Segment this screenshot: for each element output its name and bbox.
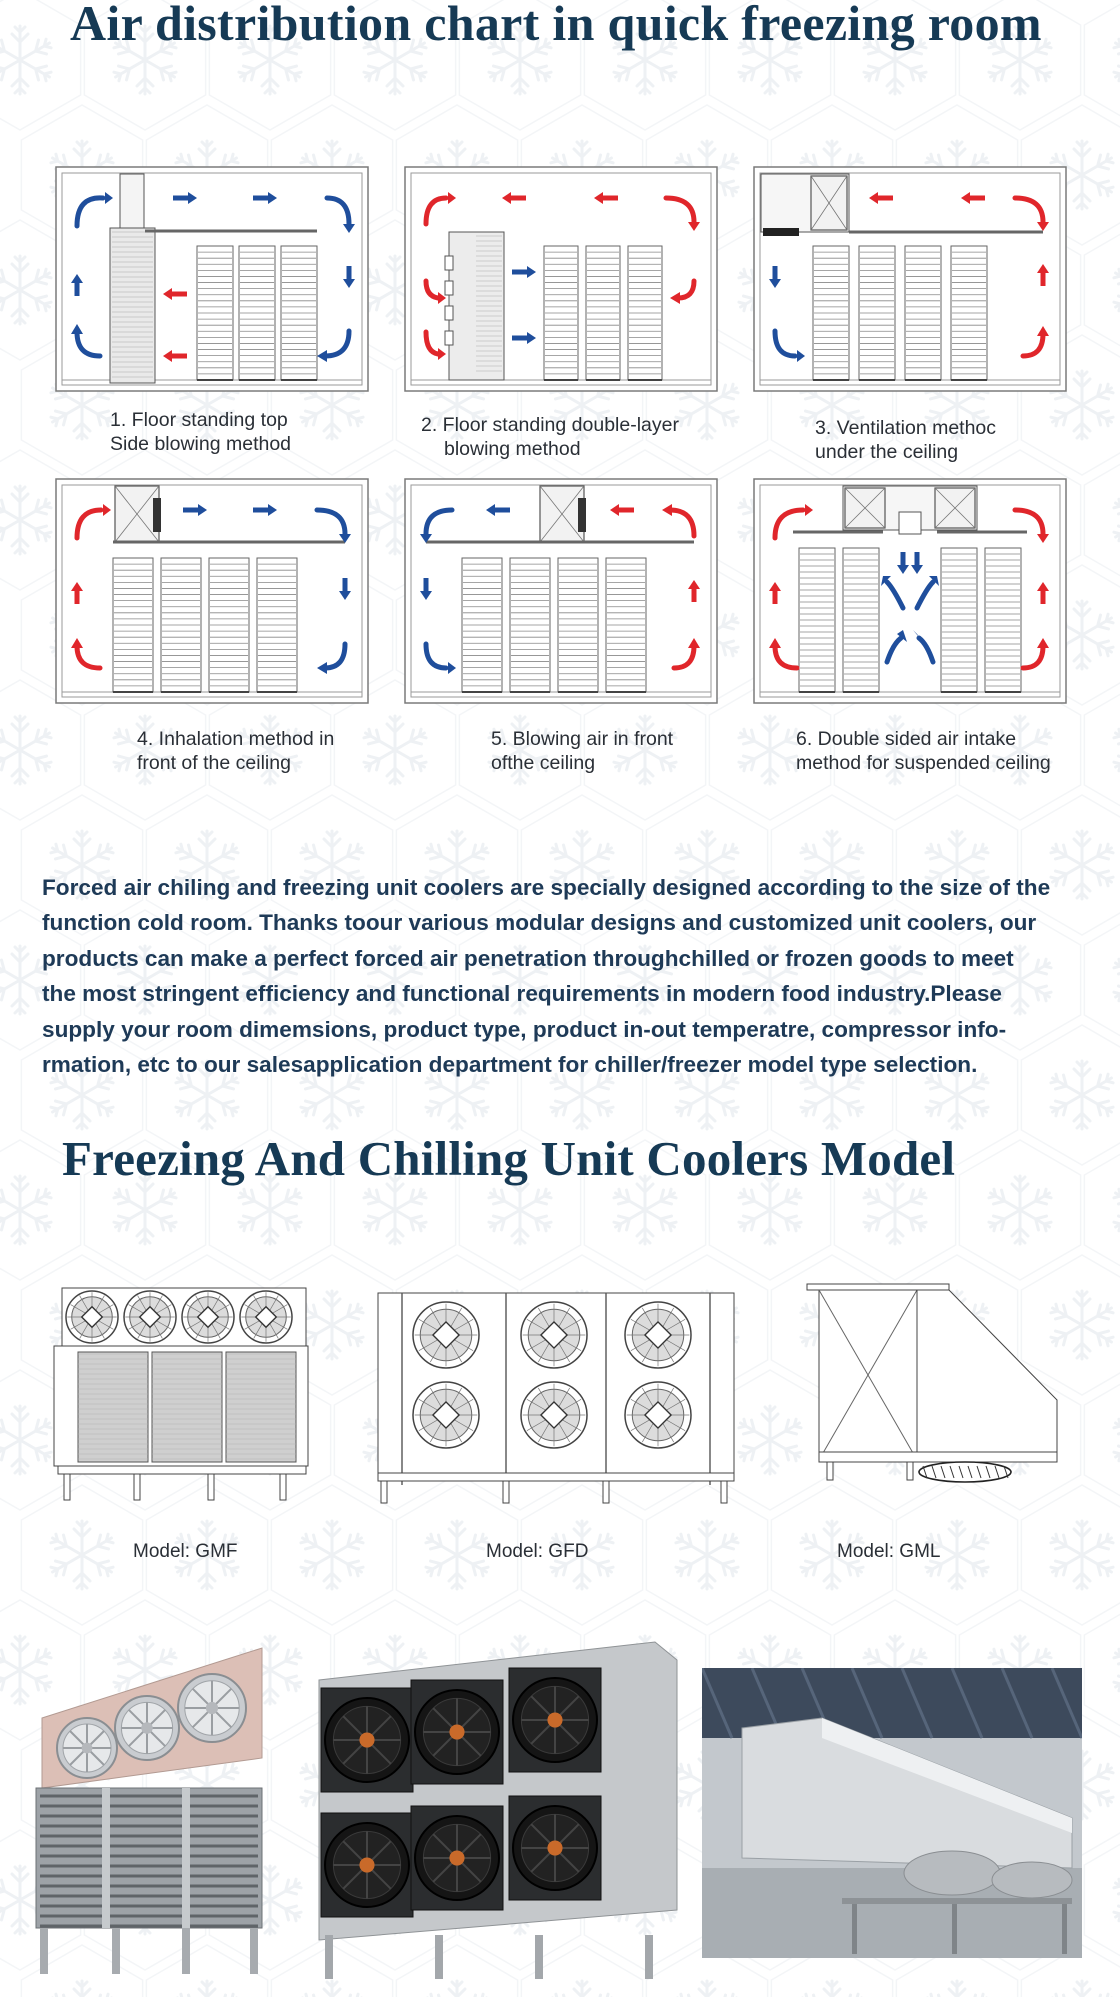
fan-icon (521, 1302, 587, 1368)
gml-leg (827, 1462, 833, 1480)
description-line: Forced air chiling and freezing unit coolers are specially designed according to the size of the (42, 875, 1051, 900)
fan-icon (325, 1698, 409, 1782)
gmf-mesh-panel (78, 1352, 148, 1462)
caption-line: 1. Floor standing top (110, 409, 288, 431)
caption-line: method for suspended ceiling (796, 752, 1051, 774)
fan-icon (325, 1823, 409, 1907)
gmf-unit-drawing (50, 1280, 312, 1505)
description-line: function cold room. Thanks toour various modular designs and customized unit coolers, our (42, 910, 1037, 936)
gml-photo-fan (992, 1862, 1072, 1898)
air-distribution-title: Air distribution chart in quick freezing room (70, 0, 1042, 51)
floor-standing-cooler (110, 228, 155, 383)
caption-line: Side blowing method (110, 433, 292, 455)
fan-icon (115, 1696, 179, 1760)
fan-motor (206, 1702, 218, 1714)
fan-motor (141, 1722, 153, 1734)
fan-motor (449, 1724, 464, 1739)
gmf-leg (134, 1474, 140, 1500)
gfd-photo-leg (435, 1935, 443, 1979)
method-caption-1 (110, 408, 291, 456)
description-line: supply your room dimemsions, product type, product in-out temperatre, compressor info- (42, 1016, 1007, 1042)
gml-slanted-shroud (917, 1290, 1057, 1452)
fan-icon (66, 1291, 118, 1343)
fan-motor (578, 498, 586, 532)
gfd-leg (381, 1481, 387, 1503)
description-line: products can make a perfect forced air penetration throughchilled or frozen goods to meet (42, 945, 1014, 971)
gmf-photo-post (182, 1788, 190, 1928)
method-caption-6 (796, 727, 1051, 775)
gmf-leg (208, 1474, 214, 1500)
gfd-unit-drawing (374, 1285, 740, 1505)
gfd-photo-leg (645, 1935, 653, 1979)
center-fan-motor (899, 512, 921, 534)
model-label-gml: Model: GML (837, 1541, 941, 1562)
floor-standing-double-layer-diagram (404, 166, 718, 392)
gfd-unit-photo (305, 1640, 680, 1980)
gfd-leg (503, 1481, 509, 1503)
fan-motor (359, 1857, 374, 1872)
gmf-photo-leg (250, 1928, 258, 1974)
cooler-fan-bracket (445, 256, 453, 270)
fan-icon (240, 1291, 292, 1343)
cooler-fan-bracket (445, 281, 453, 295)
gml-leg (907, 1462, 913, 1480)
description-line: the most stringent efficiency and functional requirements in modern food industry.Please (42, 981, 1002, 1007)
caption-line: 3. Ventilation methoc (815, 417, 997, 439)
gml-unit-drawing (805, 1280, 1065, 1505)
fan-icon (513, 1678, 597, 1762)
fan-motor (547, 1840, 562, 1855)
gfd-leg (603, 1481, 609, 1503)
fan-icon (625, 1302, 691, 1368)
gml-photo-table (842, 1898, 1072, 1904)
fan-motor (763, 228, 799, 236)
method-caption-2 (421, 413, 679, 461)
caption-line: 6. Double sided air intake (796, 728, 1017, 750)
fan-icon (521, 1382, 587, 1448)
fan-icon (413, 1302, 479, 1368)
gml-photo-table-leg (852, 1904, 857, 1954)
models-title: Freezing And Chilling Unit Coolers Model (62, 1131, 956, 1186)
fan-icon (415, 1690, 499, 1774)
fan-icon (178, 1674, 246, 1742)
gfd-leg (721, 1481, 727, 1503)
gmf-photo-leg (40, 1928, 48, 1974)
gml-photo-table-leg (1062, 1904, 1067, 1954)
floor-standing-top-side-blowing-diagram (55, 166, 369, 392)
fan-icon (57, 1718, 117, 1778)
fan-icon (124, 1291, 176, 1343)
description-line: rmation, etc to our salesapplication department for chiller/freezer model type selection. (42, 1052, 978, 1078)
caption-line: 4. Inhalation method in (137, 728, 335, 750)
gmf-photo-post (102, 1788, 110, 1928)
gfd-base (378, 1473, 734, 1481)
gmf-leg (280, 1474, 286, 1500)
fan-icon (415, 1816, 499, 1900)
gmf-mesh-panel (226, 1352, 296, 1462)
gfd-photo-leg (535, 1935, 543, 1979)
gmf-photo-leg (112, 1928, 120, 1974)
fan-icon (413, 1382, 479, 1448)
description-paragraph (42, 870, 1082, 1082)
fan-icon (625, 1382, 691, 1448)
fan-motor (547, 1712, 562, 1727)
gmf-leg (64, 1474, 70, 1500)
gmf-unit-photo (32, 1638, 277, 1978)
model-label-gfd: Model: GFD (486, 1541, 589, 1562)
top-fan-box (120, 174, 144, 236)
gml-photo-table-leg (952, 1904, 957, 1954)
method-caption-5 (491, 727, 673, 775)
model-label-gmf: Model: GMF (133, 1541, 238, 1562)
caption-line: 2. Floor standing double-layer (421, 414, 679, 436)
blowing-front-ceiling-diagram (404, 478, 718, 704)
fan-motor (359, 1732, 374, 1747)
cooler-fan-bracket (445, 331, 453, 345)
caption-line: 5. Blowing air in front (491, 728, 674, 750)
caption-line: ofthe ceiling (491, 752, 596, 774)
gmf-mesh-panel (152, 1352, 222, 1462)
gml-bottom-rail (819, 1452, 1057, 1462)
inhalation-front-ceiling-diagram (55, 478, 369, 704)
caption-line: front of the ceiling (137, 752, 291, 774)
gml-photo-fan (904, 1851, 1000, 1895)
cooler-fan-bracket (445, 306, 453, 320)
gmf-base (58, 1466, 306, 1474)
caption-line: under the ceiling (815, 441, 959, 463)
ventilation-under-ceiling-diagram (753, 166, 1067, 392)
fan-motor (449, 1850, 464, 1865)
fan-icon (513, 1806, 597, 1890)
fan-motor (153, 498, 161, 532)
fan-motor (82, 1743, 93, 1754)
method-caption-4 (137, 727, 334, 775)
double-sided-intake-diagram (753, 478, 1067, 704)
gmf-photo-leg (182, 1928, 190, 1974)
gml-top-plate (807, 1284, 949, 1290)
gfd-photo-leg (325, 1935, 333, 1979)
caption-line: blowing method (444, 438, 581, 460)
fan-icon (182, 1291, 234, 1343)
gml-unit-photo (702, 1668, 1082, 1958)
method-caption-3 (815, 416, 996, 464)
